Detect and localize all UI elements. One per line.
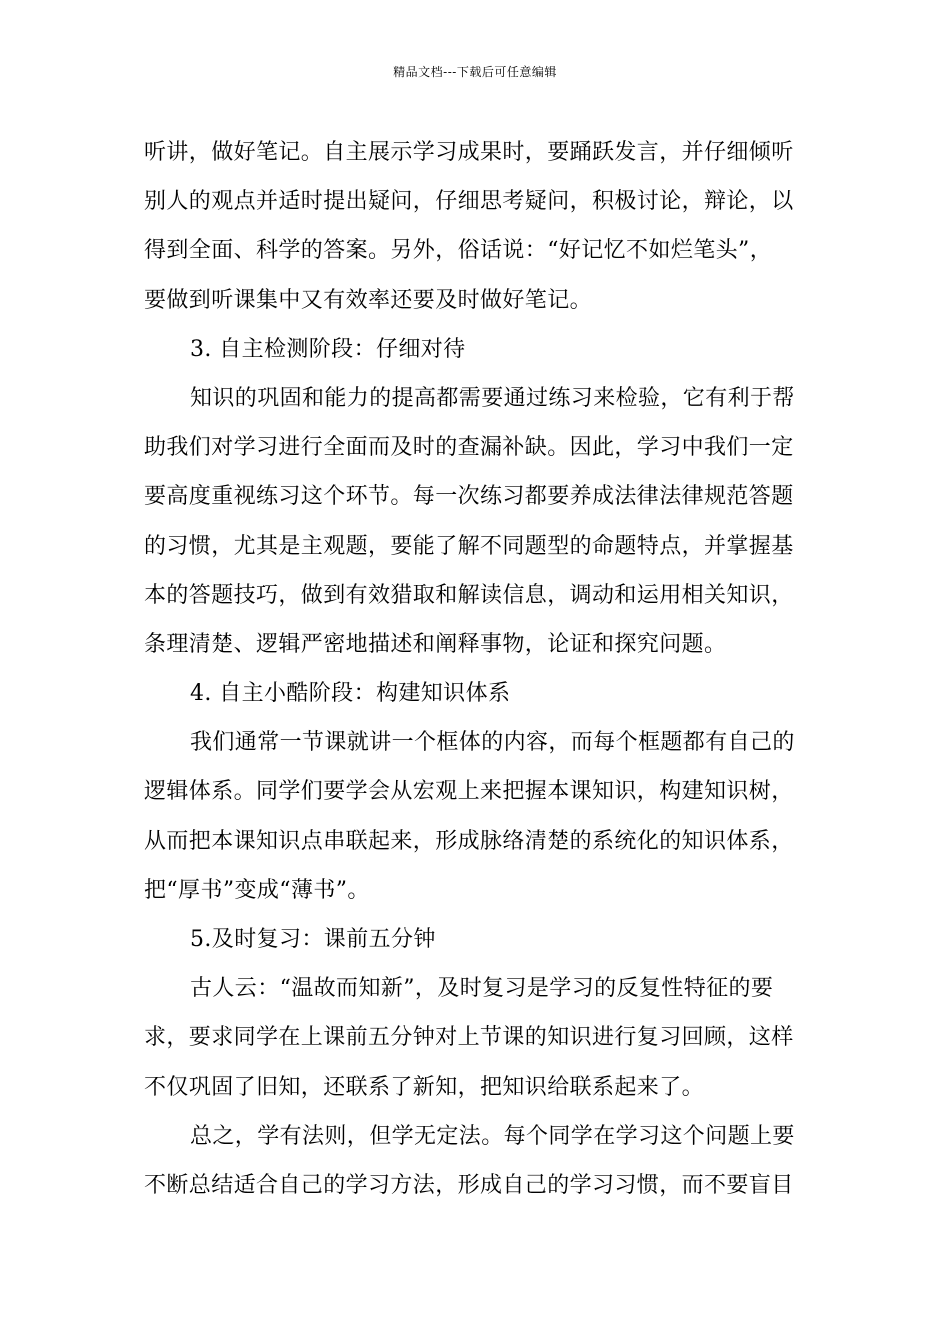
text-line: 助我们对学习进行全面而及时的查漏补缺。因此，学习中我们一定 <box>144 435 794 461</box>
text-line: 听讲，做好笔记。自主展示学习成果时，要踊跃发言，并仔细倾听 <box>144 140 794 165</box>
text-line: 我们通常一节课就讲一个框体的内容，而每个框题都有自己的 <box>190 730 795 756</box>
text-line: 不断总结适合自己的学习方法，形成自己的学习习惯，而不要盲目 <box>144 1172 794 1198</box>
text-line: 把“厚书”变成“薄书”。 <box>144 877 370 903</box>
text-line: 要高度重视练习这个环节。每一次练习都要养成法律法律规范答题 <box>144 484 794 510</box>
text-line: 求，要求同学在上课前五分钟对上节课的知识进行复习回顾，这样 <box>144 1025 794 1051</box>
text-line: 从而把本课知识点串联起来，形成脉络清楚的系统化的知识体系， <box>144 828 794 854</box>
section-heading: 4. 自主小酷阶段：构建知识体系 <box>190 681 511 707</box>
document-body <box>144 128 808 1210</box>
text-line: 要做到听课集中又有效率还要及时做好笔记。 <box>144 287 593 313</box>
section-heading: 3. 自主检测阶段：仔细对待 <box>190 336 466 362</box>
text-line: 本的答题技巧，做到有效猎取和解读信息，调动和运用相关知识， <box>144 582 794 608</box>
text-line: 条理清楚、逻辑严密地描述和阐释事物，论证和探究问题。 <box>144 631 727 657</box>
text-line: 古人云：“温故而知新”，及时复习是学习的反复性特征的要 <box>190 976 774 1002</box>
text-line: 知识的巩固和能力的提高都需要通过练习来检验，它有利于帮 <box>190 385 795 411</box>
text-line: 逻辑体系。同学们要学会从宏观上来把握本课知识，构建知识树， <box>144 779 794 805</box>
page-header: 精品文档---下载后可任意编辑 <box>393 65 557 79</box>
text-line: 别人的观点并适时提出疑问，仔细思考疑问，积极讨论，辩论，以 <box>144 189 794 215</box>
text-line: 不仅巩固了旧知，还联系了新知，把知识给联系起来了。 <box>144 1074 705 1100</box>
text-line: 的习惯，尤其是主观题，要能了解不同题型的命题特点，并掌握基 <box>144 533 794 559</box>
text-line: 得到全面、科学的答案。另外，俗话说：“好记忆不如烂笔头”， <box>144 238 773 264</box>
section-heading: 5.及时复习：课前五分钟 <box>190 927 436 952</box>
text-line: 总之，学有法则，但学无定法。每个同学在学习这个问题上要 <box>190 1123 795 1149</box>
